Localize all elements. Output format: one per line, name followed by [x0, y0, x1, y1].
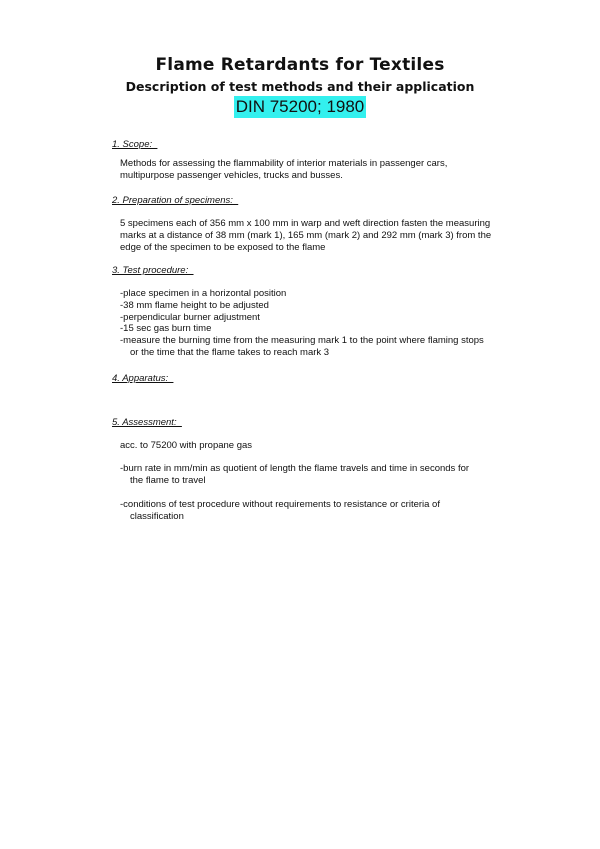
apparatus-heading: 4. Apparatus:	[112, 373, 174, 384]
preparation-line-3: edge of the specimen to be exposed to the flame	[120, 242, 326, 254]
assessment-item-1-line-1: -burn rate in mm/min as quotient of length the flame travels and time in seconds for	[120, 463, 470, 474]
procedure-item-2: -38 mm flame height to be adjusted	[120, 299, 269, 311]
procedure-item-5: -measure the burning time from the measuring mark 1 to the point where flaming stops	[120, 335, 484, 347]
scope-text	[120, 158, 447, 182]
assessment-item-2-line-2: classification	[130, 511, 184, 523]
document-title: Flame Retardants for Textiles	[155, 55, 445, 75]
scope-line-1: Methods for assessing the flammability of interior materials in passenger cars,	[120, 158, 448, 169]
procedure-list	[120, 288, 484, 359]
procedure-heading: 3. Test procedure:	[112, 265, 194, 276]
scope-line-2: multipurpose passenger vehicles, trucks and busses.	[120, 170, 343, 182]
assessment-item-1-line-2: the flame to travel	[130, 475, 206, 487]
preparation-line-2: marks at a distance of 38 mm (mark 1), 165 mm (mark 2) and 292 mm (mark 3) from the	[120, 230, 492, 242]
preparation-line-1: 5 specimens each of 356 mm x 100 mm in warp and weft direction fasten the measuring	[120, 218, 491, 229]
procedure-item-5-continuation: or the time that the flame takes to reach mark 3	[130, 346, 330, 358]
procedure-item-1: -place specimen in a horizontal position	[120, 288, 287, 299]
preparation-heading: 2. Preparation of specimens:	[112, 195, 239, 206]
assessment-item-2	[120, 499, 440, 523]
scope-heading: 1. Scope:	[112, 139, 158, 150]
assessment-intro: acc. to 75200 with propane gas	[120, 440, 253, 451]
procedure-item-3: -perpendicular burner adjustment	[120, 311, 260, 323]
assessment-item-2-line-1: -conditions of test procedure without requirements to resistance or criteria of	[120, 499, 440, 510]
preparation-text	[120, 218, 491, 255]
procedure-item-4: -15 sec gas burn time	[120, 323, 212, 335]
document-subtitle: Description of test methods and their application	[125, 79, 475, 94]
assessment-item-1	[120, 463, 469, 487]
standard-label: DIN 75200; 1980	[235, 97, 365, 116]
standard-banner	[0, 96, 600, 118]
assessment-heading: 5. Assessment:	[112, 417, 182, 428]
